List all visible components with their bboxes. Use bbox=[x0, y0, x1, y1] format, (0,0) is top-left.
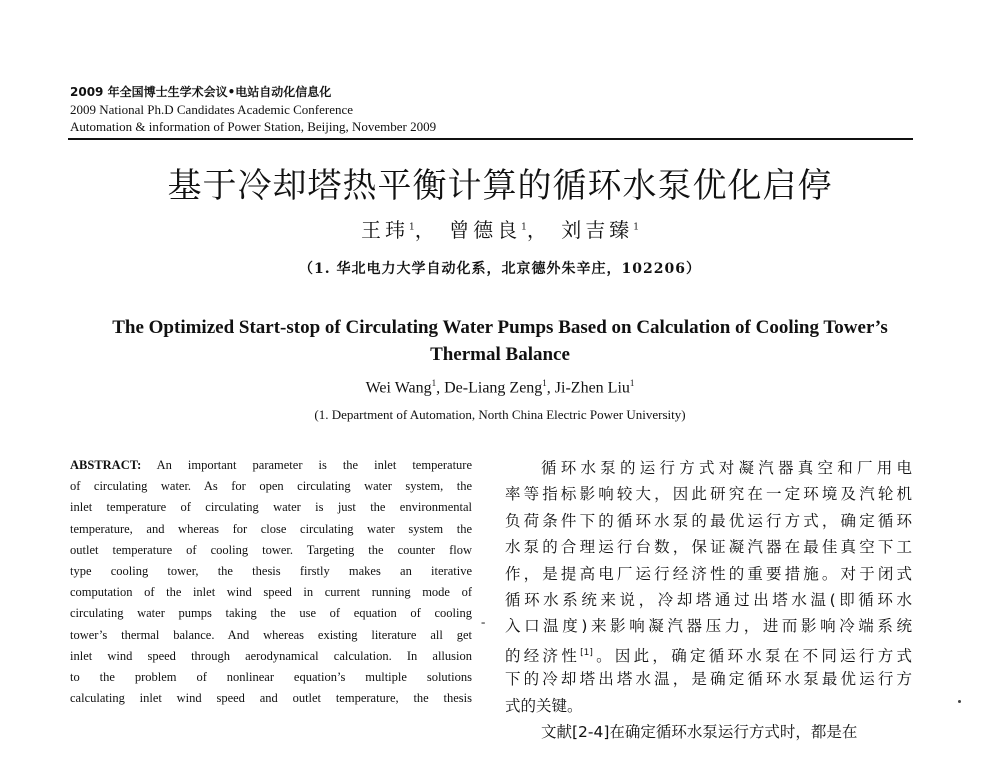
author-cn-name: 曾德良 bbox=[449, 218, 522, 242]
author-cn-sup: 1 bbox=[633, 222, 639, 233]
author-cn-name: 刘吉臻 bbox=[561, 218, 634, 242]
body-text: 。因此，确定循环水泵在不同运行方式 bbox=[592, 646, 912, 665]
body-line: 入口温度)来影响凝汽器压力，进而影响冷端系统 bbox=[505, 617, 912, 636]
body-line: 负荷条件下的循环水泵的最优运行方式，确定循环 bbox=[505, 511, 912, 530]
conference-name-cn: 2009 年全国博士生学术会议•电站自动化信息化 bbox=[70, 85, 332, 99]
authors-cn bbox=[0, 214, 1000, 243]
conference-header bbox=[70, 84, 912, 135]
affiliation-cn: （1. 华北电力大学自动化系，北京德外朱辛庄，102206） bbox=[299, 261, 701, 277]
abstract-line: of circulating water. As for open circulating water system, the bbox=[70, 479, 472, 494]
abstract-text: An important parameter is the inlet temperature bbox=[156, 458, 472, 472]
body-text: 的经济性 bbox=[505, 646, 581, 665]
abstract-line: to the problem of nonlinear equation’s multiple solutions bbox=[70, 669, 472, 684]
abstract-line: calculating inlet wind speed and outlet temperature, the thesis bbox=[70, 691, 472, 706]
author-en-sep: , bbox=[546, 379, 555, 397]
affiliation-en: (1. Department of Automation, North China Electric Power University) bbox=[314, 407, 686, 422]
header-rule bbox=[68, 138, 913, 140]
citation-ref: [1] bbox=[580, 647, 593, 658]
body-line: 式的关键。 bbox=[505, 696, 583, 715]
body-line bbox=[505, 640, 912, 666]
body-line: 循环水泵的运行方式对凝汽器真空和厂用电 bbox=[541, 459, 912, 477]
author-cn-sep: ， bbox=[526, 218, 551, 242]
stray-mark: - bbox=[481, 614, 486, 629]
conference-name-en: 2009 National Ph.D Candidates Academic Conference bbox=[70, 102, 354, 117]
author-cn-sup: 1 bbox=[521, 222, 527, 233]
author-en-name: Ji-Zhen Liu bbox=[554, 379, 630, 397]
abstract-column bbox=[70, 455, 472, 709]
author-cn-name: 王玮 bbox=[361, 218, 410, 242]
conference-location-date: Automation & information of Power Station, Beijing, November 2009 bbox=[70, 119, 437, 134]
abstract-line: tower’s thermal balance. And whereas existing literature all get bbox=[70, 627, 472, 642]
abstract-line bbox=[70, 455, 472, 476]
body-line: 循环水系统来说，冷却塔通过出塔水温(即循环水 bbox=[505, 590, 912, 609]
body-column-cn bbox=[505, 455, 912, 745]
stray-dot bbox=[958, 700, 961, 703]
abstract-line: type cooling tower, the thesis firstly makes an iterative bbox=[70, 563, 472, 578]
author-en-sup: 1 bbox=[542, 378, 547, 388]
abstract-line: temperature, and whereas for close circulating water system the bbox=[70, 521, 472, 536]
paper-title-en: The Optimized Start-stop of Circulating Water Pumps Based on Calculation of Cooling Tower’s Thermal Balance bbox=[112, 317, 888, 365]
paper-title-cn: 基于冷却塔热平衡计算的循环水泵优化启停 bbox=[167, 166, 833, 206]
abstract-line: circulating water pumps taking the use of equation of cooling bbox=[70, 606, 472, 621]
author-en-sep: , bbox=[436, 379, 445, 397]
author-en-name: De-Liang Zeng bbox=[444, 379, 543, 397]
author-en-sup: 1 bbox=[431, 378, 437, 388]
body-line: 文献[2-4]在确定循环水泵运行方式时，都是在 bbox=[541, 722, 858, 741]
abstract-line: inlet temperature of circulating water is just the environmental bbox=[70, 500, 472, 515]
author-cn-sep: ， bbox=[414, 218, 439, 242]
author-cn-sup: 1 bbox=[409, 222, 415, 233]
author-en-sup: 1 bbox=[629, 378, 635, 388]
abstract-line: computation of the inlet wind speed in current running mode of bbox=[70, 585, 472, 600]
abstract-line: inlet wind speed through aerodynamical calculation. In allusion bbox=[70, 648, 472, 663]
abstract-line: outlet temperature of cooling tower. Targeting the counter flow bbox=[70, 542, 472, 557]
body-line: 下的冷却塔出塔水温，是确定循环水泵最优运行方 bbox=[505, 670, 912, 689]
authors-en bbox=[0, 378, 1000, 397]
author-en-name: Wei Wang bbox=[365, 379, 432, 397]
body-line: 水泵的合理运行台数，保证凝汽器在最佳真空下工 bbox=[505, 538, 912, 557]
body-line: 作，是提高电厂运行经济性的重要措施。对于闭式 bbox=[505, 564, 912, 583]
body-line: 率等指标影响较大，因此研究在一定环境及汽轮机 bbox=[505, 485, 912, 504]
abstract-label: ABSTRACT: bbox=[70, 458, 142, 472]
